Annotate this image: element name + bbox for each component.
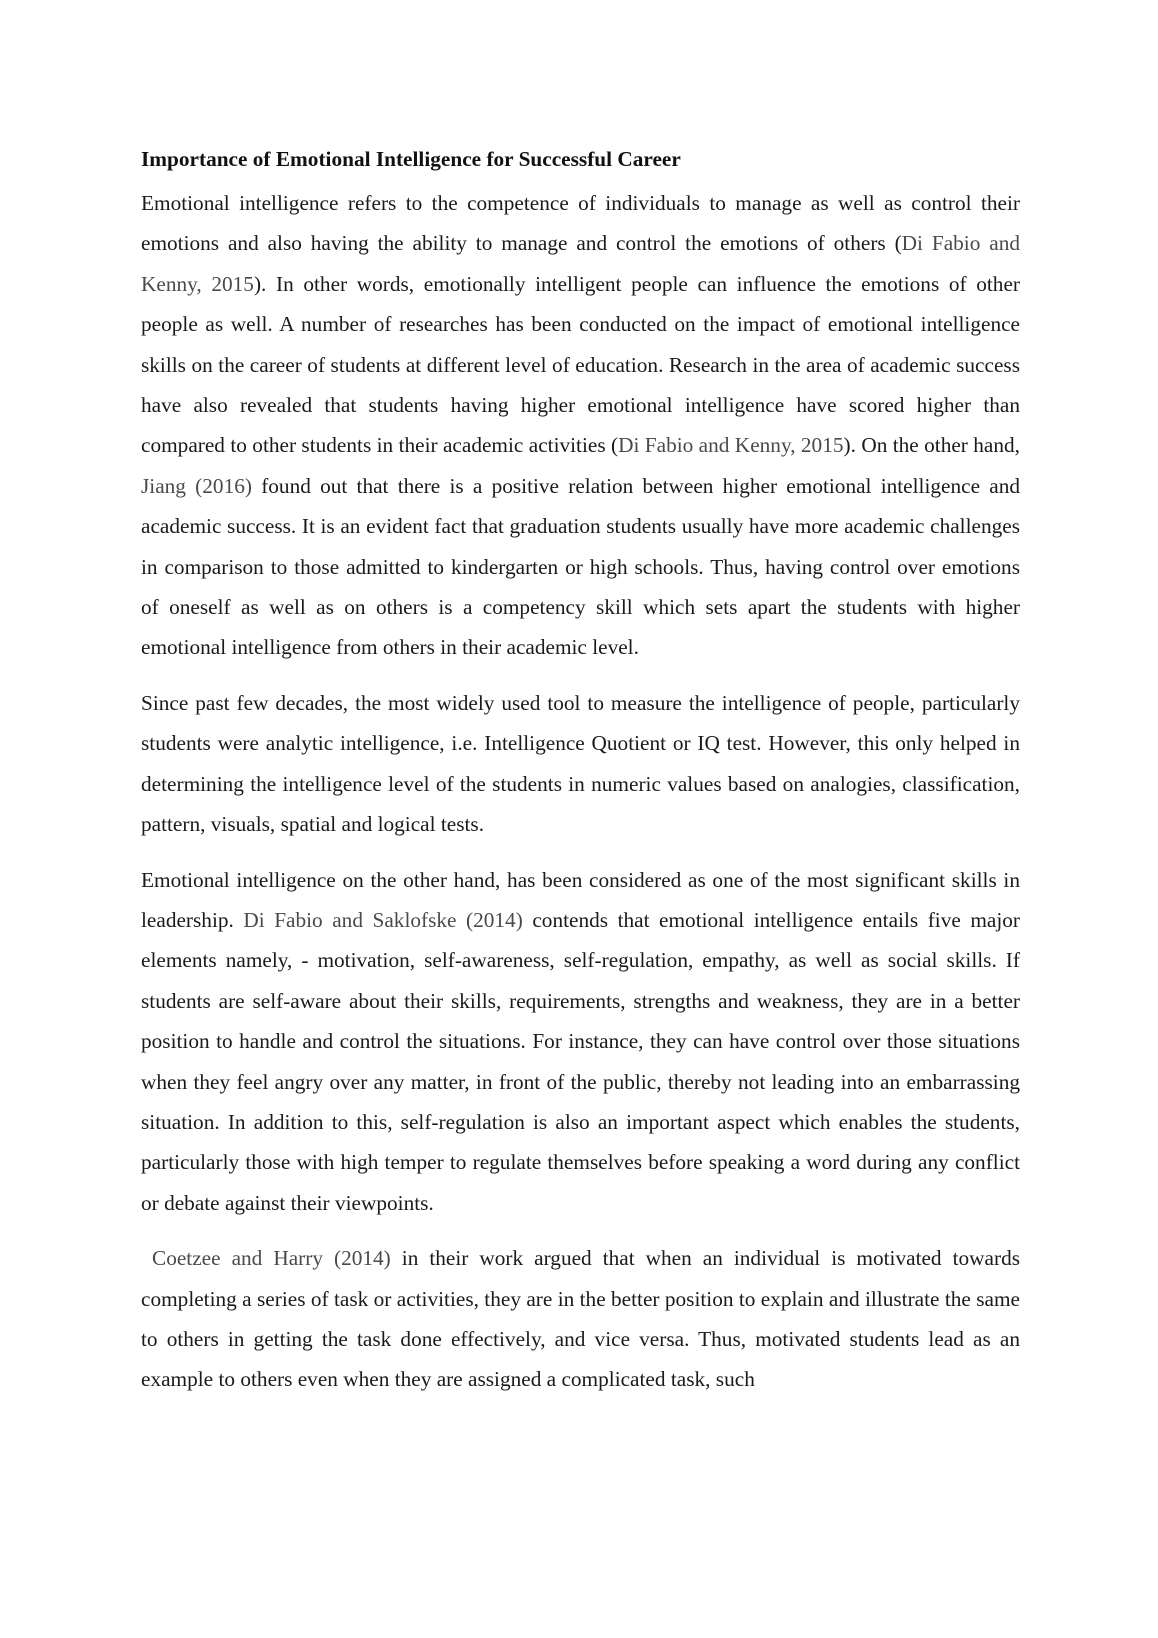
paragraph-2: Since past few decades, the most widely used tool to measure the intelligence of people, particularly students were analytic intelligence, i.e. Intelligence Quotient or IQ test. However, this only helped in determining the intelligence level of the students in numeric values based on analogies, classification, pattern, visuals, spatial and logical tests. — [141, 690, 1020, 837]
citation-di-fabio-kenny-2015-a: Di Fabio and Kenny, 2015 — [141, 231, 1020, 296]
paragraph-3-text-b: contends that emotional intelligence entails five major elements namely, - motivation, self-awareness, self-regulation, empathy, as well as social skills. If students are self-aware about their skills, requirements, strengths and weakness, they are in a better position to handle and control the situations. For instance, they can have control over those situations when they feel angry over any matter, in front of the public, thereby not leading into an embarrassing situation. In addition to this, self-regulation is also an important aspect which enables the students, particularly those with high temper to regulate themselves before speaking a word during any conflict or debate against their viewpoints. — [141, 907, 1021, 1215]
paragraph-4-text-a: in their work argued that when an individual is motivated towards completing a series of task or activities, they are in the better position to explain and illustrate the same to others in getting the task done effectively, and vice versa. Thus, motivated students lead as an example to others even when they are assigned a complicated task, such — [141, 1246, 1021, 1392]
paragraph-1-text-c: ). On the other hand, — [843, 433, 1020, 458]
document-body — [141, 139, 1020, 1415]
paragraph-3-text-a: Emotional intelligence on the other hand, has been considered as one of the most significant skills in leadership. — [141, 867, 1020, 932]
citation-coetzee-harry-2014: Coetzee and Harry (2014) — [152, 1246, 391, 1271]
paragraph-1-text-d: found out that there is a positive relation between higher emotional intelligence and academic success. It is an evident fact that graduation students usually have more academic challenges in comparison to those admitted to kindergarten or high schools. Thus, having control over emotions of oneself as well as on others is a competency skill which sets apart the students with higher emotional intelligence from others in their academic level. — [141, 473, 1020, 660]
paragraph-1 — [141, 183, 1020, 668]
section-heading: Importance of Emotional Intelligence for Successful Career — [141, 147, 681, 171]
citation-jiang-2016: Jiang (2016) — [141, 473, 252, 498]
paragraph-1-text-b: ). In other words, emotionally intelligent people can influence the emotions of other people as well. A number of researches has been conducted on the impact of emotional intelligence skills on the career of students at different level of education. Research in the area of academic success have also revealed that students having higher emotional intelligence have scored higher than compared to other students in their academic activities ( — [141, 271, 1020, 458]
paragraph-1-text-a: Emotional intelligence refers to the competence of individuals to manage as well as control their emotions and also having the ability to manage and control the emotions of others ( — [141, 191, 1020, 256]
paragraph-3 — [141, 860, 1020, 1224]
citation-di-fabio-saklofske-2014: Di Fabio and Saklofske (2014) — [243, 907, 523, 932]
citation-di-fabio-kenny-2015-b: Di Fabio and Kenny, 2015 — [618, 433, 844, 458]
paragraph-4 — [141, 1238, 1020, 1400]
